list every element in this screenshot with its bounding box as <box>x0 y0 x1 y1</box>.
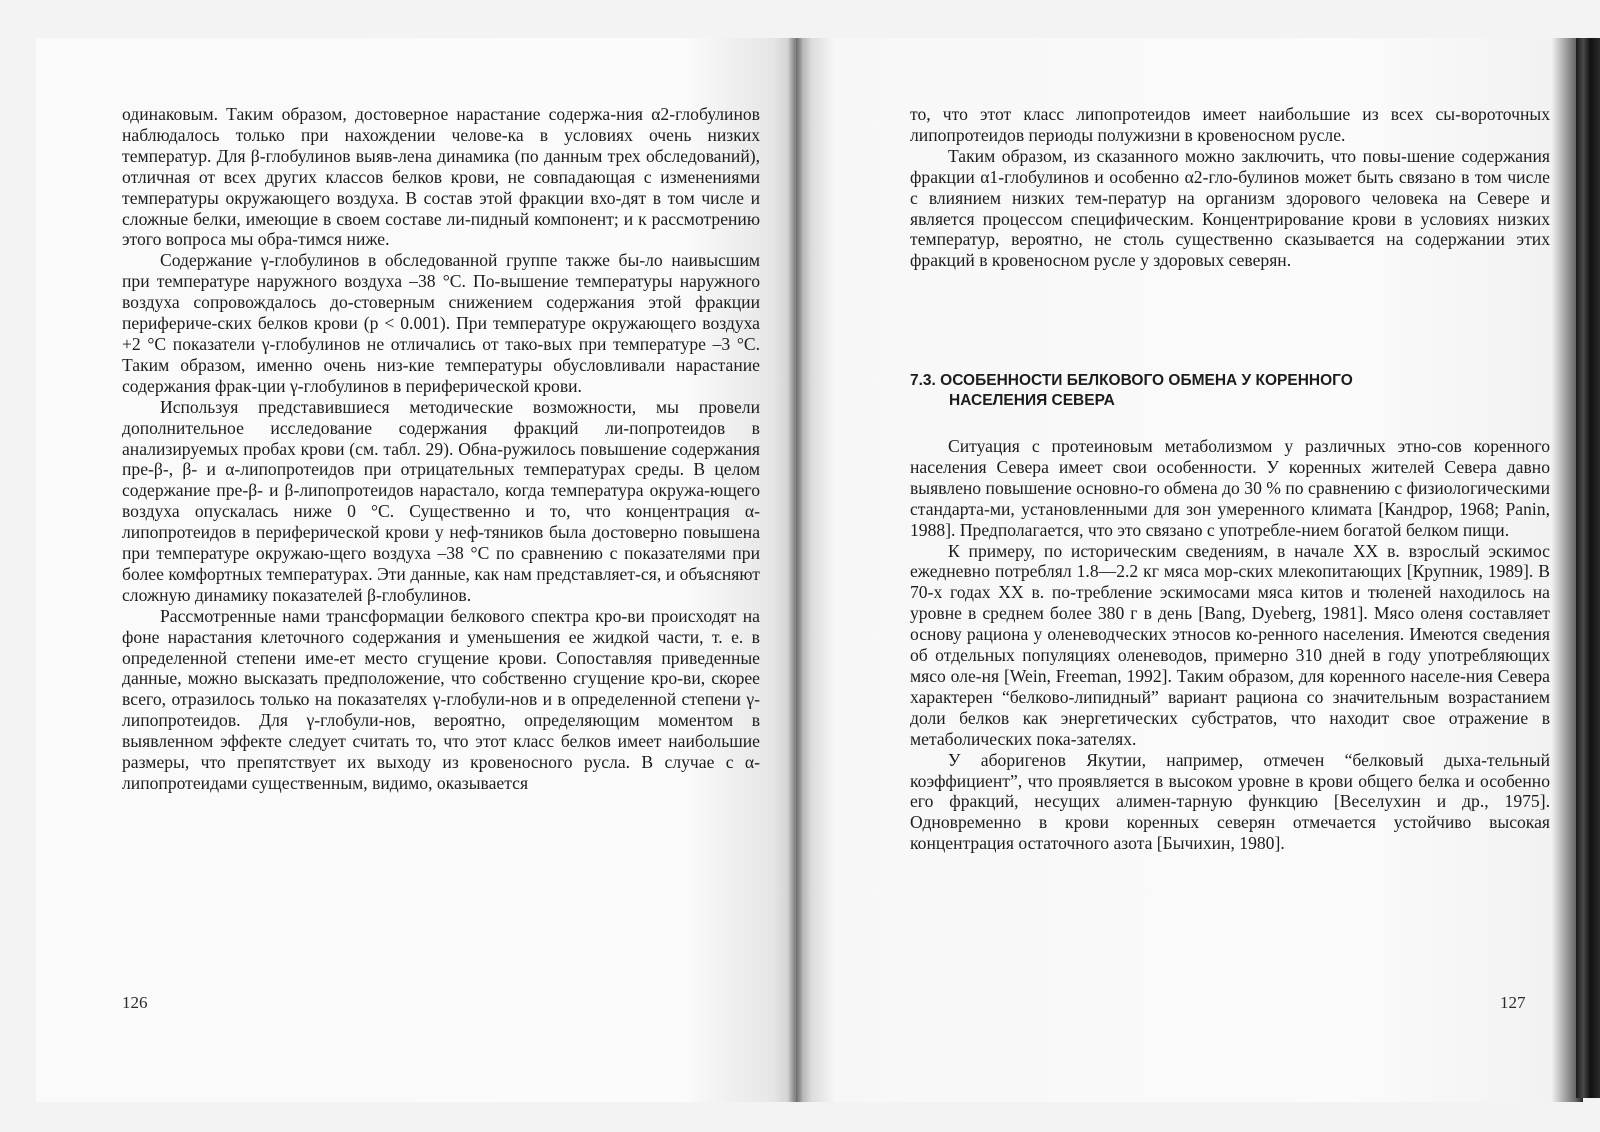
left-paragraph-4: Рассмотренные нами трансформации белкового спектра кро-ви происходят на фоне нарастания клеточного содержания и уменьшения ее жидкой части, т. е. в определенной степени име-ет место сгущение крови. Сопоставляя приведенные данные, можно высказать предположение, что собственно сгущение кро-ви, скорее всего, отразилось только на показателях γ-глобули-нов и в определенной степени γ-липопротеидов. Для γ-глобули-нов, вероятно, определяющим моментом в выявленном эффекте следует считать то, что этот класс белков имеет наибольшие размеры, что препятствует их выходу из кровеносного русла. В случае с α-липопротеидами существенным, видимо, оказывается <box>122 605 760 793</box>
section-heading <box>910 371 1530 411</box>
right-page <box>796 38 1583 1102</box>
section-title-line-1: ОСОБЕННОСТИ БЕЛКОВОГО ОБМЕНА У КОРЕННОГО <box>940 372 1353 389</box>
book-spine <box>788 38 802 1102</box>
section-title-line-2: НАСЕЛЕНИЯ СЕВЕРА <box>949 392 1115 409</box>
left-page <box>36 38 796 1102</box>
right-paragraph-3: Ситуация с протеиновым метаболизмом у различных этно-сов коренного населения Севера имеет свои особенности. У коренных жителей Севера давно выявлено повышение основно-го обмена до 30 % по сравнению с физиологическими стандарта-ми, установленными для зон умеренного климата [Кандрор, 1968; Panin, 1988]. Предполагается, что это связано с употребле-нием богатой белком пищи. <box>910 436 1550 540</box>
open-book <box>36 38 1583 1102</box>
right-paragraph-4: К примеру, по историческим сведениям, в начале XX в. взрослый эскимос ежедневно потреблял 1.8—2.2 кг мяса мор-ских млекопитающих [Крупник, 1989]. В 70-х годах XX в. по-требление эскимосами мяса китов и тюленей находилось на уровне в среднем более 380 г в день [Bang, Dyeberg, 1981]. Мясо оленя составляет основу рациона у оленеводческих этносов ко-ренного населения. Имеются сведения об отдельных популяциях оленеводов, примерно 310 дней в году употребляющих мясо оле-ня [Wein, Freeman, 1992]. Таким образом, для коренного населе-ния Севера характерен “белково-липидный” вариант рациона со значительным возрастанием доли белков как энергетических субстратов, что находит свое отражение в метаболических пока-зателях. <box>910 540 1550 749</box>
section-number: 7.3. <box>910 372 936 389</box>
left-paragraph-1: одинаковым. Таким образом, достоверное нарастание содержа-ния α2-глобулинов наблюдалось только при нахождении челове-ка в условиях очень низких температур. Для β-глобулинов выяв-лена динамика (по данным трех обследований), отличная от всех других классов белков крови, не совпадающая с изменениями температуры окружающего воздуха. В состав этой фракции вхо-дят в том числе и сложные белки, имеющие в своем составе ли-пидный компонент; и к рассмотрению этого вопроса мы обра-тимся ниже. <box>122 104 760 250</box>
right-page-body-top <box>910 104 1550 271</box>
left-paragraph-2: Содержание γ-глобулинов в обследованной группе также бы-ло наивысшим при температуре наружного воздуха –38 °С. По-вышение температуры наружного воздуха сопровождалось до-стоверным снижением содержания этой фракции перифериче-ских белков крови (p < 0.001). При температуре окружающего воздуха +2 °С показатели γ-глобулинов не отличались от тако-вых при температуре –3 °С. Таким образом, именно очень низ-кие температуры обусловливали нарастание содержания фрак-ции γ-глобулинов в периферической крови. <box>122 250 760 396</box>
right-paragraph-5: У аборигенов Якутии, например, отмечен “белковый дыха-тельный коэффициент”, что проявляется в высоком уровне в крови общего белка и особенно его фракций, несущих алимен-тарную функцию [Веселухин и др., 1975]. Одновременно в крови коренных северян отмечается устойчиво высокая концентрация остаточного азота [Бычихин, 1980]. <box>910 749 1550 854</box>
book-edge <box>1576 38 1600 1098</box>
left-page-body <box>122 104 760 794</box>
left-page-number: 126 <box>122 993 148 1012</box>
right-paragraph-1: то, что этот класс липопротеидов имеет наибольшие из всех сы-вороточных липопротеидов периоды полужизни в кровеносном русле. <box>910 104 1550 145</box>
right-page-body-bottom <box>910 436 1550 854</box>
left-paragraph-3: Используя представившиеся методические возможности, мы провели дополнительное исследование содержания фракций ли-попротеидов в анализируемых пробах крови (см. табл. 29). Обна-ружилось повышение содержания пре-β-, β- и α-липопротеидов при отрицательных температурах среды. В целом содержание пре-β- и β-липопротеидов нарастало, когда температура окружа-ющего воздуха опускалась ниже 0 °С. Существенно и то, что концентрация α-липопротеидов в периферической крови у неф-тяников была достоверно повышена при температуре окружаю-щего воздуха –38 °С по сравнению с показателями при более комфортных температурах. Эти данные, как нам представляет-ся, и объясняют сложную динамику показателей β-глобулинов. <box>122 396 760 605</box>
right-page-number: 127 <box>1500 993 1526 1012</box>
right-paragraph-2: Таким образом, из сказанного можно заключить, что повы-шение содержания фракции α1-глобулинов и особенно α2-гло-булинов может быть связано в том числе с влиянием низких тем-ператур на организм здорового человека на Севере и является процессом специфическим. Концентрирование крови в условиях низких температур, вероятно, не столь существенно сказывается на содержании этих фракций в кровеносном русле у здоровых северян. <box>910 145 1550 271</box>
